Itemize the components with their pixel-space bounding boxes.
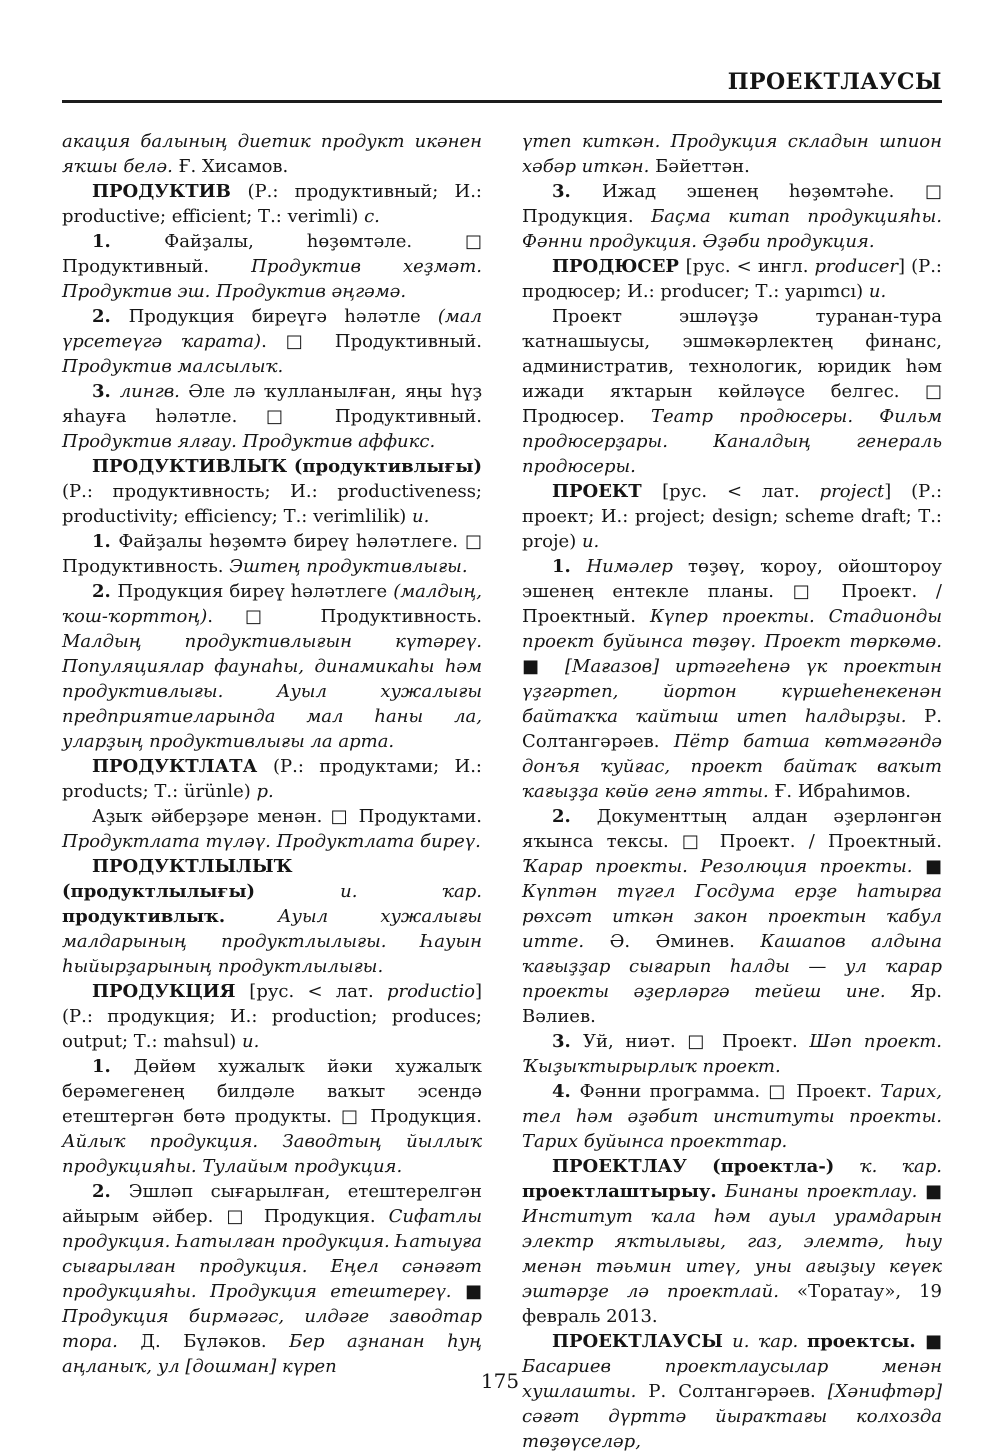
text-segment: Р. Солтангәрәев. [648,1381,828,1403]
text-segment: project [819,481,885,503]
text-segment: [Хәнифтәр] сәғәт дүрттә йыраҡтағы колхозда төҙөүселәр, [522,1381,943,1451]
entry-paragraph [62,304,482,379]
text-segment: Файҙалы һөҙөмтә биреү һәләтлеге. □ Продуктивность. [62,531,482,578]
entry-paragraph [62,1054,482,1179]
text-segment: «Торатау», 19 февраль 2013. [522,1281,942,1328]
running-head: ПРОЕКТЛАУСЫ [727,69,942,95]
text-segment: (малдың, ҡош-ҡорттоң) [62,581,482,628]
text-segment: Аҙыҡ әйберҙәре менән. □ Продуктами. [92,806,482,828]
text-segment: producer [814,256,898,278]
text-segment: Шәп проект. Ҡыҙыҡтырырлыҡ проект. [522,1031,942,1078]
text-segment: Эшләп сығарылған, етештерелгән айырым әйбер. □ Продукция. [62,1181,483,1228]
text-segment: ] (Р.: продукция; И.: production; produces; output; Т.: mahsul) [62,981,482,1053]
entry-paragraph [522,304,942,479]
text-segment: и. ҡар. [732,1331,808,1353]
text-segment: Ә. Әминев. [609,931,761,953]
entry-paragraph [62,529,482,579]
text-segment: ПРОЕКТЛАУСЫ [552,1331,733,1353]
entry-paragraph [62,754,482,804]
text-segment: . □ Продуктивность. [207,606,482,628]
entry-paragraph [522,1029,942,1079]
text-segment: [рус. < лат. [662,481,820,503]
text-segment: Продуктив хеҙмәт. Продуктив эш. Продуктив әңгәмә. [62,256,482,303]
text-segment: ■ [924,1331,942,1353]
text-segment: ] (Р.: продюсер; И.: producer; Т.: yapımcı) [522,256,942,303]
text-segment: 1. [552,556,587,578]
text-segment: ■ [924,856,942,878]
entry-paragraph [62,379,482,454]
text-segment: 3. [552,181,602,203]
text-segment: (Р.: продуктами; И.: products; Т.: ürünle) [62,756,482,803]
entry-paragraph [62,179,482,229]
text-segment: Ғ. Ибраһимов. [774,781,911,803]
text-segment: 1. [92,1056,134,1078]
text-segment: [рус. < лат. [249,981,387,1003]
text-segment: (мал үрсетеүгә ҡарата) [62,306,482,353]
right-column [522,129,942,1451]
continuation-paragraph [522,129,942,179]
text-segment: Ижад эшенең һөҙөмтәһе. □ Продукция. [522,181,943,228]
text-segment: Продукция бирмәгәс, илдәге заводтар тора. [62,1306,482,1353]
text-segment: Бер аҙнанан һуң аңланыҡ, ул [дошман] күреп [62,1331,482,1378]
text-segment: Тарих, тел һәм әҙәбит институты проекты. Тарих буйынса проекттар. [522,1081,942,1153]
text-segment: Баҫма китап продукцияһы. Фәнни продукция. Әҙәби продукция. [522,206,942,253]
text-segment: Әле лә ҡулланылған, яңы һүҙ яһауға һәләтле. □ Продуктивный. [62,381,482,428]
text-segment: Ғ. Хисамов. [178,156,289,178]
entry-paragraph [522,1154,942,1329]
text-segment: Нимәлер [586,556,689,578]
text-segment: и. [412,506,430,528]
text-segment: 3. [92,381,120,403]
entry-paragraph [522,804,942,1029]
text-segment: productio [386,981,475,1003]
entry-paragraph [62,229,482,304]
text-segment: проектсы. [807,1331,925,1353]
text-segment: ] (Р.: проект; И.: project; design; scheme draft; Т.: proje) [522,481,943,553]
text-segment: Файҙалы, һөҙөмтәле. □ Продуктивный. [62,231,483,278]
entry-paragraph [522,254,942,304]
text-columns [62,129,942,1451]
text-segment: акация балының диетик продукт икәнен яҡшы белә. [62,131,482,178]
entry-paragraph [62,854,482,979]
text-segment: 2. [552,806,597,828]
text-segment: Айлыҡ продукция. Заводтың йыллыҡ продукцияһы. Тулайым продукция. [62,1131,482,1178]
text-segment: продуктивлыҡ. [62,906,278,928]
text-segment: ■ [522,656,565,678]
text-segment: и. [242,1031,260,1053]
text-segment: Фәнни программа. □ Проект. [579,1081,881,1103]
text-segment: Басариев проектлаусылар менән хушлашты. [522,1356,942,1403]
entry-paragraph [522,479,942,554]
entry-paragraph [522,179,942,254]
text-segment: Ҡарар проекты. Резолюция проекты. [522,856,925,878]
text-segment: Продукция биреү һәләтлеге [117,581,394,603]
text-segment: Пётр батша көтмәгәндә донъя ҡуйғас, проект байтаҡ ваҡыт ҡағыҙҙа көйө генә ятты. [522,731,942,803]
text-segment: лингв. [119,381,189,403]
text-segment: Уй, ниәт. □ Проект. [583,1031,810,1053]
entry-paragraph [62,454,482,529]
entry-paragraph [62,804,482,854]
text-segment: ПРОДУКТИВЛЫҠ (продуктивлығы) [92,456,482,478]
text-segment: ■ [464,1281,482,1303]
text-segment: ПРОДУКЦИЯ [92,981,250,1003]
text-segment: Яр. Вәлиев. [522,981,942,1028]
left-column [62,129,482,1451]
text-segment: 2. [92,306,129,328]
text-segment: Продуктив малсылыҡ. [62,356,284,378]
text-segment: ПРОЕКТ [552,481,663,503]
entry-paragraph [62,979,482,1054]
text-segment: Продуктлата түләү. Продуктлата биреү. [62,831,481,853]
text-segment: 2. [92,1181,129,1203]
text-segment: ПРОДУКТИВ [92,181,248,203]
text-segment: и. [581,531,600,553]
text-segment: Документтың алдан әҙерләнгән яҡынса тексы. □ Проект. / Проектный. [522,806,942,853]
text-segment: Бинаны проектлау. [724,1181,925,1203]
text-segment: и. ҡар. [340,881,482,903]
text-segment: (Р.: продуктивность; И.: productiveness; productivity; efficiency; Т.: verimlilik) [62,481,482,528]
text-segment: . □ Продуктивный. [261,331,482,353]
text-segment: [рус. < ингл. [685,256,815,278]
text-segment: Бәйеттән. [655,156,750,178]
text-segment: Продукция биреүгә һәләтле [128,306,438,328]
text-segment: ҡ. ҡар. [859,1156,942,1178]
text-segment: ■ [924,1181,942,1203]
page-number: 175 [480,1369,520,1393]
text-segment: ПРОЕКТЛАУ (проектла-) [552,1156,860,1178]
entry-paragraph [522,1079,942,1154]
text-segment: үтеп киткән. Продукция складын шпион хәбәр иткән. [522,131,942,178]
text-segment: ПРОДЮСЕР [552,256,686,278]
text-segment: 3. [552,1031,584,1053]
text-segment: Институт ҡала һәм ауыл урамдарын электр яҡтылығы, газ, элемтә, һыу менән тәьмин итеү, уны ағыҙыу кеүек эштәрҙе лә проектлай. [522,1206,942,1303]
text-segment: Малдың продуктивлығын күтәреү. Популяциялар фаунаһы, динамикаһы һәм продуктивлығы. Ауыл хужалығы предприятиеларында мал һаны ла, уларҙың продуктивлығы ла арта. [62,631,482,753]
entry-paragraph [62,1179,482,1379]
text-segment: и. [868,281,887,303]
text-segment: Д. Бүләков. [140,1331,290,1353]
text-segment: 1. [92,231,165,253]
text-segment: р. [256,781,274,803]
text-segment: проектлаштырыу. [522,1181,725,1203]
text-segment: Дөйөм хужалыҡ йәки хужалыҡ берәмегенең билдәле ваҡыт эсендә етештергән бөтә продукты. □ Продукция. [62,1056,482,1128]
text-segment: Сифатлы продукция. Һатылған продукция. Һатыуға сығарылған продукция. Еңел сәнәғәт продукцияһы. Продукция етештереү. [62,1206,482,1303]
text-segment: (Р.: продуктивный; И.: productive; efficient; Т.: verimli) [62,181,482,228]
text-segment: 1. [92,531,119,553]
text-segment: Эштең продуктивлығы. [229,556,468,578]
continuation-paragraph [62,129,482,179]
text-segment: Ауыл хужалығы малдарының продуктлылығы. Һауын һыйырҙарының продуктлылығы. [62,906,482,978]
text-segment: 2. [92,581,118,603]
text-segment: 4. [552,1081,580,1103]
text-segment: Р. Солтангәрәев. [522,706,942,753]
text-segment: Продуктив ялғау. Продуктив аффикс. [62,431,436,453]
text-segment: ПРОДУКТЛАТА [92,756,274,778]
entry-paragraph [62,579,482,754]
text-segment: ПРОДУКТЛЫЛЫҠ (продуктлылығы) [62,856,341,903]
text-segment: [Мағазов] иртәгеһенә үк проектын үҙгәртеп, йортон күршеһенекенән байтаҡҡа ҡайтыш итеп һалдырҙы. [522,656,942,728]
text-segment: Күптән түгел Госдума ерҙе һатырға рөхсәт иткән закон проектын ҡабул итте. [522,881,942,953]
text-segment: Проект эшләүҙә туранан-тура ҡатнашыусы, эшмәкәрлектең финанс, административ, технологик, юридик һәм ижади яҡтарын көйләүсе белгес. □ Продюсер. [522,306,942,428]
text-segment: төҙөү, ҡороу, ойоштороу эшенең ентекле планы. □ Проект. / Проектный. [522,556,942,628]
text-segment: Кашапов алдына ҡағыҙҙар сығарып һалды — ул ҡарар проекты әҙерләргә тейеш ине. [522,931,942,1003]
text-segment: Күпер проекты. Стадионды проект буйынса төҙөү. Проект төркөмө. [522,606,942,653]
text-segment: с. [364,206,380,228]
entry-paragraph [522,554,942,804]
text-segment: Театр продюсеры. Фильм продюсерҙары. Каналдың генераль продюсеры. [522,406,942,478]
header-rule [62,100,942,103]
